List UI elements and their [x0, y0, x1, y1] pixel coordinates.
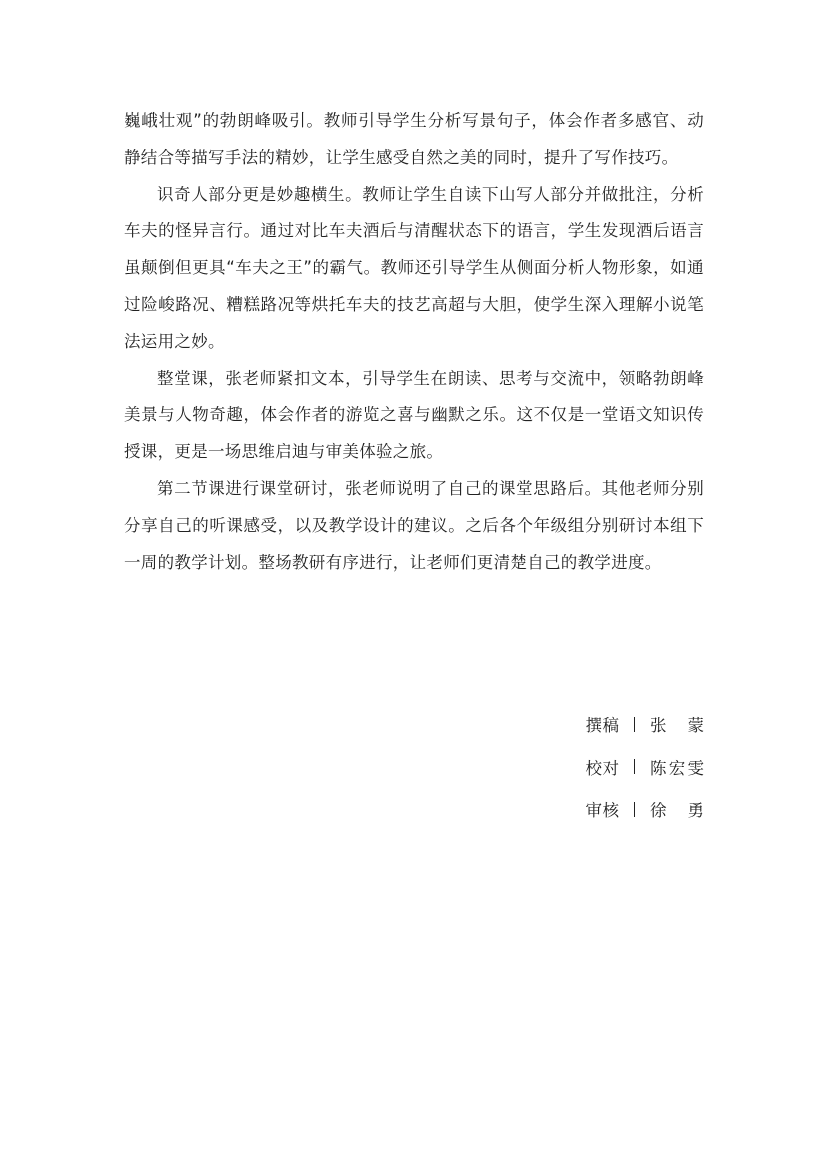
- article-body: [124, 103, 704, 581]
- paragraph-driver-character: 识奇人部分更是妙趣横生。教师让学生自读下山写人部分并做批注，分析车夫的怪异言行。通过对比车夫酒后与清醒状态下的语言，学生发现酒后语言虽颠倒但更具“车夫之王”的霸气。教师还引导学生从侧面分析人物形象，如通过险峻路况、糟糕路况等烘托车夫的技艺高超与大胆，使学生深入理解小说笔法运用之妙。: [124, 184, 704, 351]
- credit-name-value: 徐勇: [650, 801, 704, 821]
- paragraph-lesson-summary: 整堂课，张老师紧扣文本，引导学生在朗读、思考与交流中，领略勃朗峰美景与人物奇趣，体会作者的游览之喜与幽默之乐。这不仅是一堂语文知识传授课，更是一场思维启迪与审美体验之旅。: [124, 368, 704, 462]
- credit-author: [520, 703, 704, 746]
- separator-bar: [634, 802, 636, 817]
- separator-bar: [634, 717, 636, 732]
- credit-role-label: 审核: [585, 801, 620, 821]
- paragraph-mountain-scenery: 巍峨壮观”的勃朗峰吸引。教师引导学生分析写景句子，体会作者多感官、动静结合等描写手法的精妙，让学生感受自然之美的同时，提升了写作技巧。: [124, 111, 704, 167]
- credit-name-value: 张蒙: [650, 716, 704, 736]
- credit-name-value: 陈宏雯: [650, 758, 704, 778]
- separator-bar: [634, 759, 636, 774]
- paragraph-seminar: 第二节课进行课堂研讨，张老师说明了自己的课堂思路后。其他老师分别分享自己的听课感受，以及教学设计的建议。之后各个年级组分别研讨本组下一周的教学计划。整场教研有序进行，让老师们更清楚自己的教学进度。: [124, 478, 704, 572]
- credit-role-label: 校对: [585, 758, 620, 778]
- credits-block: [520, 703, 704, 831]
- credit-proofreader: [520, 746, 704, 789]
- credit-role-label: 撰稿: [585, 716, 620, 736]
- credit-reviewer: [520, 788, 704, 831]
